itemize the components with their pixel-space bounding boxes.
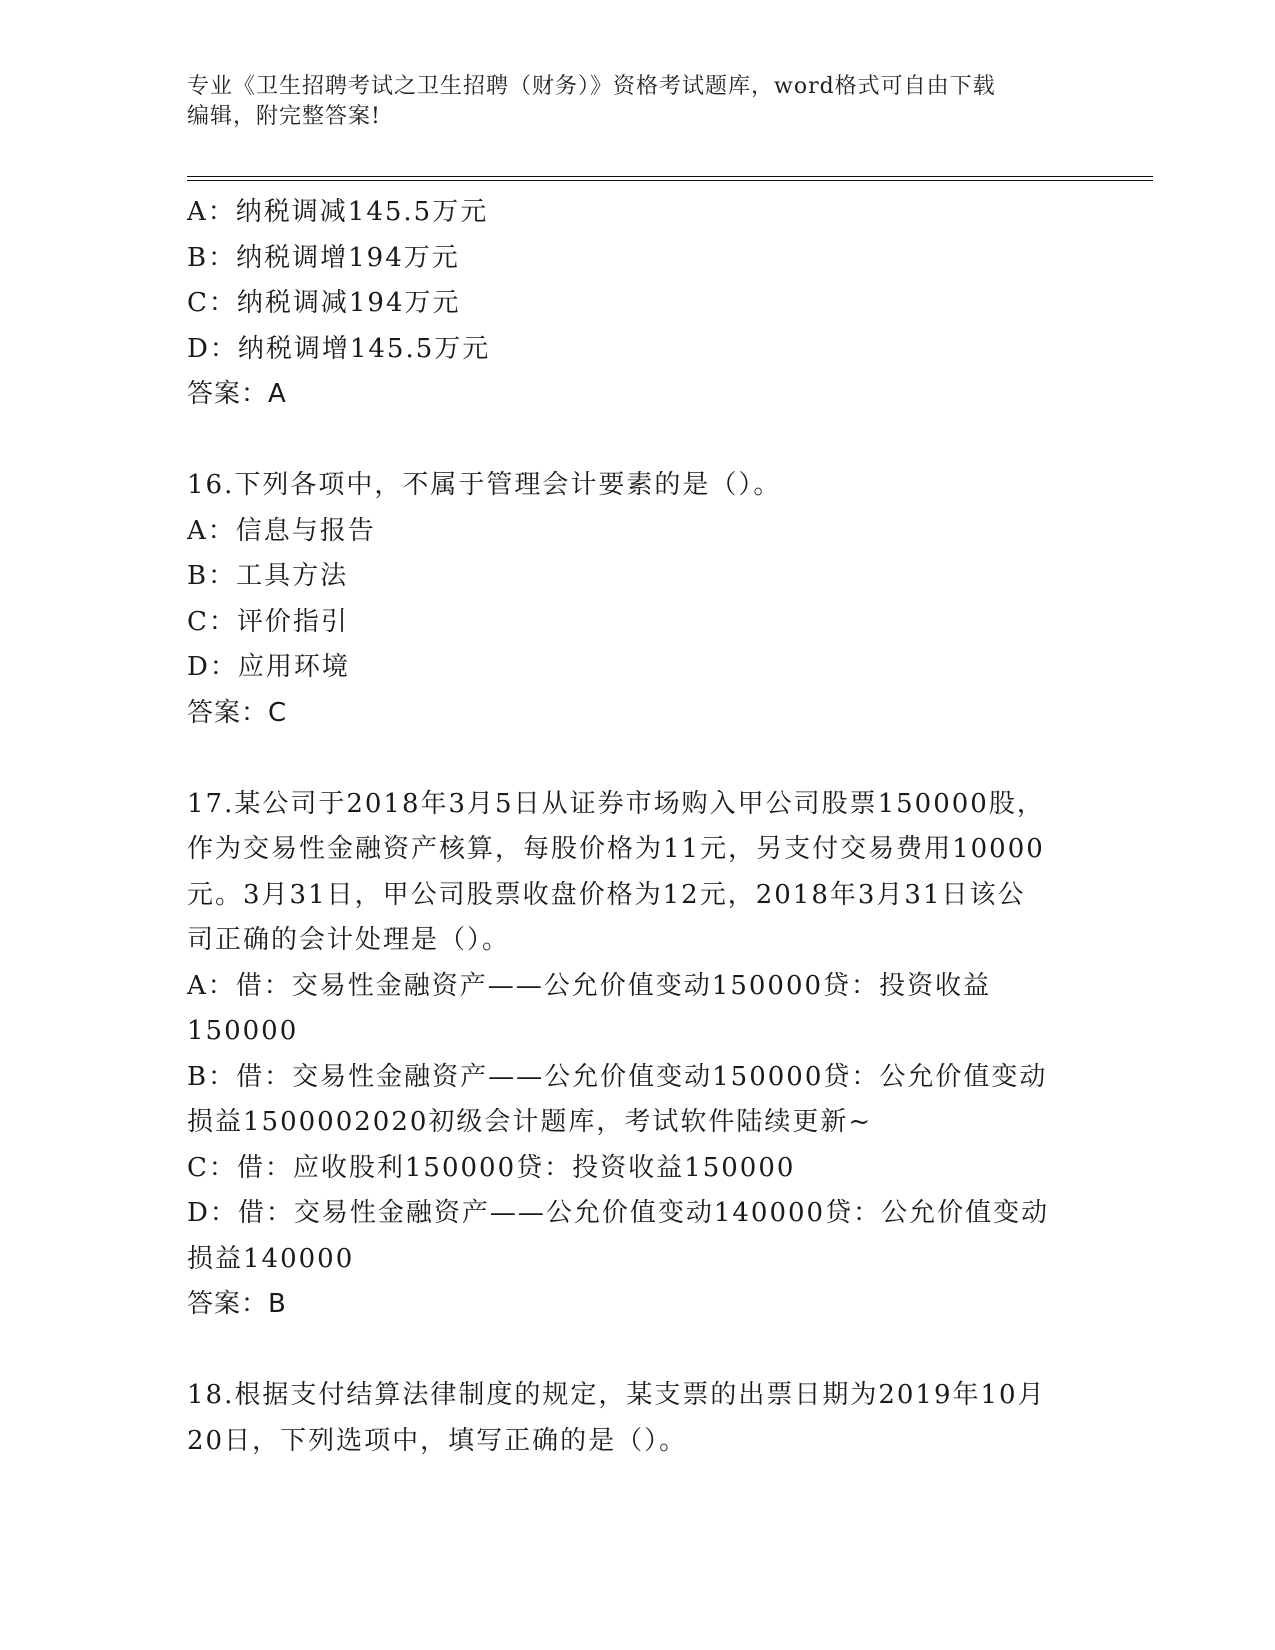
- option-c: C：纳税调减194万元: [187, 288, 461, 318]
- option-d: D：纳税调增145.5万元: [187, 333, 491, 364]
- option-c: C：借：应收股利150000贷：投资收益150000: [187, 1152, 796, 1183]
- option-a-line-2: 150000: [187, 1016, 299, 1046]
- question-text-line-1: 17.某公司于2018年3月5日从证券市场购入甲公司股票150000股，: [187, 788, 1045, 819]
- answer-label: 答案：A: [187, 379, 287, 409]
- header-line-2: 编辑，附完整答案!: [187, 104, 381, 129]
- spacer: [187, 1328, 1087, 1374]
- option-b: B：工具方法: [187, 561, 349, 591]
- option-a: A：纳税调减145.5万元: [187, 197, 489, 227]
- option-d-line-2: 损益140000: [187, 1243, 355, 1274]
- option-b-line-2: 损益1500002020初级会计题库，考试软件陆续更新~: [187, 1107, 873, 1137]
- spacer: [187, 418, 1087, 464]
- header-line-1: 专业《卫生招聘考试之卫生招聘（财务）》资格考试题库，word格式可自由下载: [187, 74, 996, 99]
- option-a-line-1: A：借：交易性金融资产——公允价值变动150000贷：投资收益: [187, 970, 992, 1001]
- option-c: C：评价指引: [187, 606, 349, 637]
- answer-label: 答案：B: [187, 1289, 287, 1319]
- question-16: [187, 463, 1087, 736]
- document-header: [187, 72, 1087, 132]
- question-18: [187, 1373, 1087, 1464]
- question-15-options: [187, 190, 1087, 418]
- header-divider-bottom: [187, 180, 1153, 181]
- option-b-line-1: B：借：交易性金融资产——公允价值变动150000贷：公允价值变动: [187, 1061, 1048, 1092]
- header-divider-top: [187, 176, 1153, 177]
- option-d-line-1: D：借：交易性金融资产——公允价值变动140000贷：公允价值变动: [187, 1198, 1050, 1228]
- question-text: 16.下列各项中，不属于管理会计要素的是（）。: [187, 470, 782, 500]
- question-text-line-2: 20日，下列选项中，填写正确的是（）。: [187, 1425, 688, 1456]
- spacer: [187, 736, 1087, 782]
- question-text-line-3: 元。3月31日，甲公司股票收盘价格为12元，2018年3月31日该公: [187, 879, 1026, 910]
- option-d: D：应用环境: [187, 652, 350, 682]
- question-17: [187, 782, 1087, 1328]
- question-content: [187, 190, 1087, 1464]
- question-text-line-2: 作为交易性金融资产核算，每股价格为11元，另支付交易费用10000: [187, 834, 1045, 864]
- option-a: A：信息与报告: [187, 515, 376, 546]
- answer-label: 答案：C: [187, 697, 288, 728]
- question-text-line-4: 司正确的会计处理是（）。: [187, 925, 511, 955]
- option-b: B：纳税调增194万元: [187, 242, 460, 273]
- question-text-line-1: 18.根据支付结算法律制度的规定，某支票的出票日期为2019年10月: [187, 1380, 1046, 1410]
